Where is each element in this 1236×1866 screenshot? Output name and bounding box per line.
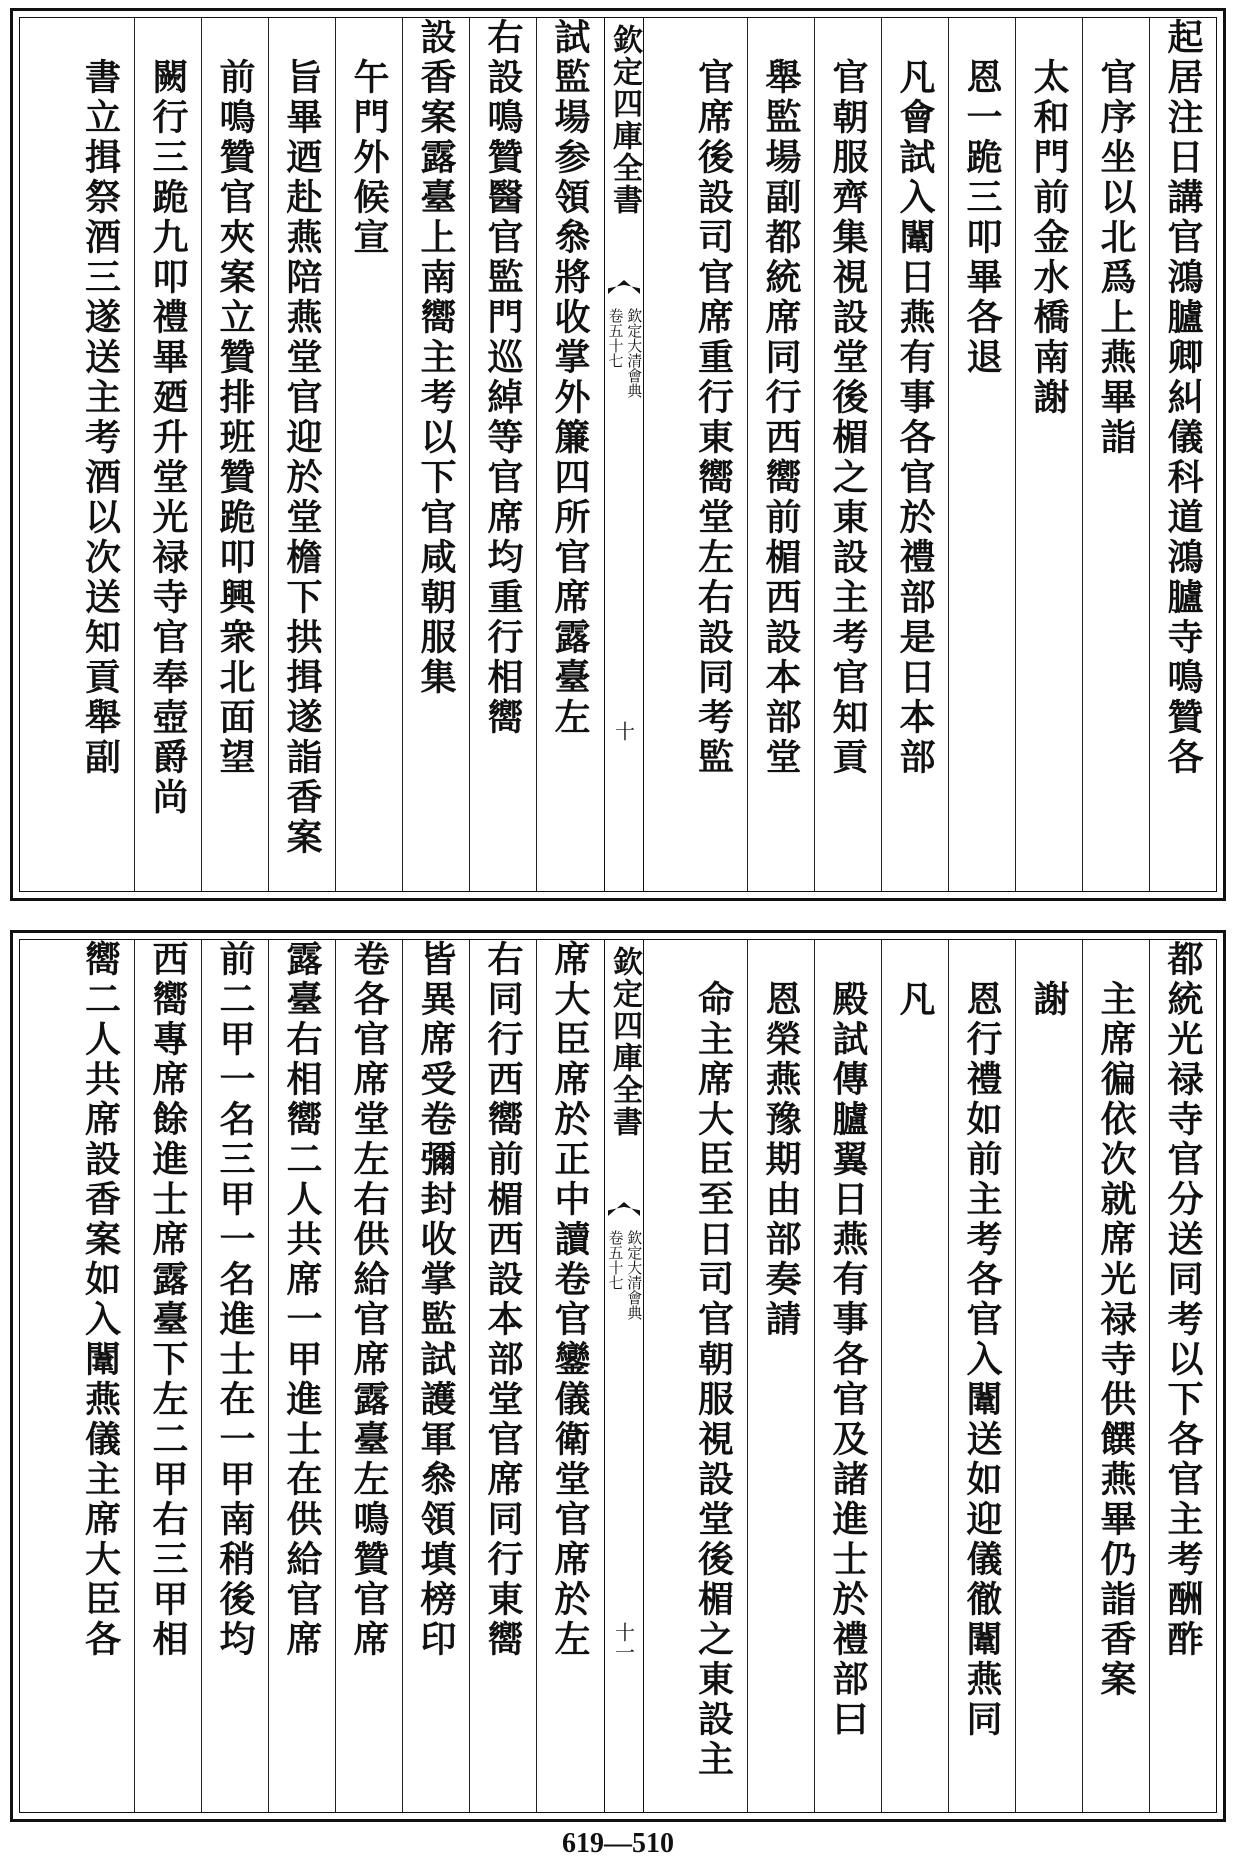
bottom-page (10, 930, 1226, 1822)
text-column (1149, 18, 1216, 891)
column-text: 太和門前金水橋南謝 (1028, 18, 1070, 418)
column-text: 旨畢迺赴燕陪燕堂官迎於堂檐下拱揖遂詣香案 (281, 18, 323, 858)
column-text: 嚮二人共席設香案如入闈燕儀主席大臣各 (79, 940, 122, 1660)
text-column (335, 18, 402, 891)
column-text: 皆異席受卷彌封收掌監試護軍叅領填榜印 (415, 940, 457, 1660)
spine-subtitle (607, 308, 642, 398)
column-text: 恩一跪三叩畢各退 (961, 18, 1003, 378)
fish-tail-mark (608, 1202, 640, 1216)
text-column (536, 18, 603, 891)
top-spine (604, 18, 644, 891)
text-column (814, 940, 881, 1812)
text-column (67, 940, 134, 1812)
bottom-page-frame (19, 939, 1217, 1813)
text-column (881, 18, 948, 891)
text-column (1082, 18, 1149, 891)
spine-title: 欽定四庫全書 (607, 946, 642, 1138)
bottom-left-text-block (20, 940, 603, 1812)
text-column (747, 940, 814, 1812)
text-column (67, 18, 134, 891)
column-text: 右同行西嚮前楣西設本部堂官席同行東嚮 (482, 940, 524, 1660)
column-text: 官朝服齊集視設堂後楣之東設主考官知貢 (827, 18, 869, 778)
column-text: 都統光禄寺官分送同考以下各官主考酬酢 (1162, 940, 1204, 1660)
spine-book-title: 欽定大清會典 (625, 308, 644, 398)
text-column (948, 18, 1015, 891)
text-column (134, 940, 201, 1812)
column-text: 露臺右相嚮二人共席一甲進士在供給官席 (281, 940, 323, 1660)
text-column (134, 18, 201, 891)
text-column (881, 940, 948, 1812)
spine-subtitle (607, 1230, 642, 1320)
text-column (680, 18, 747, 891)
bottom-spine (604, 940, 644, 1812)
top-right-text-block (613, 18, 1216, 891)
spine-book-title: 欽定大清會典 (625, 1230, 644, 1320)
text-column (1149, 940, 1216, 1812)
text-column (201, 940, 268, 1812)
text-column (402, 940, 469, 1812)
text-column (536, 940, 603, 1812)
text-column (1015, 940, 1082, 1812)
column-text: 試監場参領叅將收掌外簾四所官席露臺左 (549, 18, 591, 738)
folio-number: 十一 (611, 1622, 636, 1662)
bottom-right-text-block (613, 940, 1216, 1812)
text-column (469, 940, 536, 1812)
column-text: 命主席大臣至日司官朝服視設堂後楣之東設主 (692, 940, 735, 1780)
text-column (680, 940, 747, 1812)
fish-tail-mark (608, 280, 640, 294)
text-column (469, 18, 536, 891)
column-text: 設香案露臺上南嚮主考以下官咸朝服集 (415, 18, 457, 698)
column-text: 官席後設司官席重行東嚮堂左右設同考監 (692, 18, 735, 778)
column-text: 闕行三跪九叩禮畢廼升堂光禄寺官奉壺爵尚 (147, 18, 189, 818)
column-text: 前鳴贊官夾案立贊排班贊跪叩興衆北面望 (214, 18, 256, 778)
page-number-footer: 619—510 (562, 1828, 674, 1859)
column-text: 官序坐以北爲上燕畢詣 (1095, 18, 1137, 458)
text-column (335, 940, 402, 1812)
top-page-frame (19, 17, 1217, 892)
text-column (201, 18, 268, 891)
column-text: 卷各官席堂左右供給官席露臺左鳴贊官席 (348, 940, 390, 1660)
folio-number: 十 (611, 721, 636, 741)
column-text: 午門外候宣 (348, 18, 390, 258)
column-text: 恩行禮如前主考各官入闈送如迎儀徹闈燕同 (961, 940, 1003, 1740)
text-column (268, 940, 335, 1812)
column-text: 起居注日講官鴻臚卿糾儀科道鴻臚寺鳴贊各 (1162, 18, 1204, 778)
column-text: 主席徧依次就席光禄寺供饌燕畢仍詣香案 (1095, 940, 1137, 1700)
column-text: 凡 (894, 940, 936, 1020)
top-page (10, 8, 1226, 901)
column-text: 殿試傳臚翼日燕有事各官及諸進士於禮部曰 (827, 940, 869, 1740)
text-column (268, 18, 335, 891)
text-column (402, 18, 469, 891)
column-text: 書立揖祭酒三遂送主考酒以次送知貢舉副 (79, 18, 122, 778)
column-text: 前二甲一名三甲一名進士在一甲南稍後均 (214, 940, 256, 1660)
text-column (747, 18, 814, 891)
spine-title: 欽定四庫全書 (607, 24, 642, 216)
top-left-text-block (20, 18, 603, 891)
column-text: 恩榮燕豫期由部奏請 (760, 940, 802, 1340)
spine-volume: 卷五十七 (606, 1230, 625, 1290)
column-text: 凡會試入闈日燕有事各官於禮部是日本部 (894, 18, 936, 778)
column-text: 謝 (1028, 940, 1070, 1020)
text-column (1082, 940, 1149, 1812)
column-text: 右設鳴贊醫官監門巡綽等官席均重行相嚮 (482, 18, 524, 738)
text-column (814, 18, 881, 891)
text-column (1015, 18, 1082, 891)
text-column (948, 940, 1015, 1812)
column-text: 西嚮專席餘進士席露臺下左二甲右三甲相 (147, 940, 189, 1660)
column-text: 席大臣席於正中讀卷官鑾儀衛堂官席於左 (549, 940, 591, 1660)
column-text: 舉監場副都統席同行西嚮前楣西設本部堂 (760, 18, 802, 778)
spine-volume: 卷五十七 (606, 308, 625, 368)
